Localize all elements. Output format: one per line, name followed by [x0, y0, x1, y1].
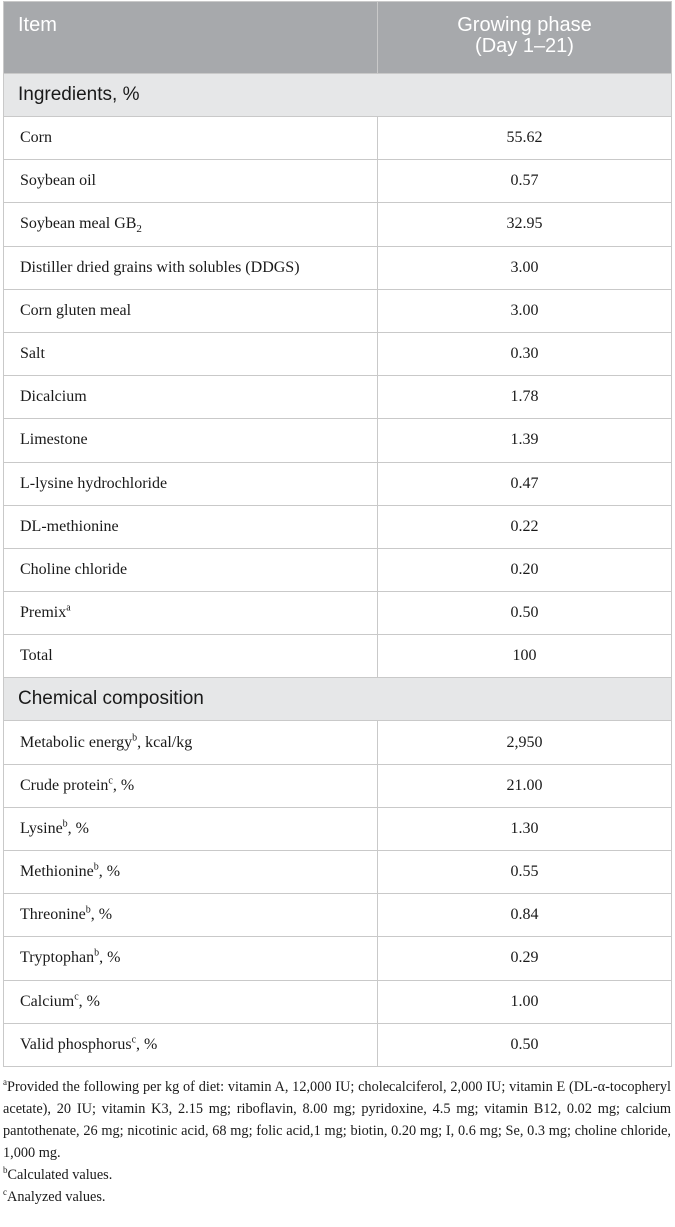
row-value: 0.57 — [378, 160, 672, 203]
label-text: Total — [20, 647, 53, 665]
label-text: L-lysine hydrochloride — [20, 474, 168, 492]
row-label — [4, 376, 378, 419]
footnote-text: Calculated values. — [7, 1167, 113, 1183]
label-text: Dicalcium — [20, 388, 87, 406]
label-unit: , % — [78, 992, 100, 1010]
row-value: 3.00 — [378, 289, 672, 332]
label-footnote-mark: c — [74, 991, 79, 1003]
table-row — [4, 851, 672, 894]
row-value: 0.20 — [378, 548, 672, 591]
label-text: Valid phosphorus — [20, 1035, 132, 1053]
row-label — [4, 160, 378, 203]
footnote-a — [3, 1076, 671, 1164]
row-label — [4, 332, 378, 375]
label-unit: , % — [67, 819, 89, 837]
label-footnote-mark: c — [108, 775, 113, 787]
label-unit: , % — [98, 863, 121, 881]
table-row — [4, 376, 672, 419]
row-value: 55.62 — [378, 117, 672, 160]
table-row — [4, 937, 672, 980]
row-value: 0.29 — [378, 937, 672, 980]
label-text: DL-methionine — [20, 517, 119, 535]
table-row — [4, 592, 672, 635]
table-row — [4, 764, 672, 807]
row-label — [4, 635, 378, 678]
footnote-mark: a — [3, 1077, 7, 1088]
table-row — [4, 419, 672, 462]
row-label — [4, 937, 378, 980]
footnote-mark: c — [3, 1187, 7, 1198]
label-unit: , % — [90, 906, 113, 924]
label-text: Lysine — [20, 819, 63, 837]
table-row — [4, 160, 672, 203]
label-footnote-mark: b — [132, 732, 138, 744]
label-unit: , % — [136, 1035, 158, 1053]
label-text: Soybean meal GB — [20, 215, 137, 233]
label-unit: , kcal/kg — [137, 733, 193, 751]
row-value: 0.22 — [378, 505, 672, 548]
footnote-text: Analyzed values. — [7, 1189, 106, 1205]
row-value: 3.00 — [378, 246, 672, 289]
label-footnote-mark: b — [85, 904, 91, 916]
label-text: Limestone — [20, 431, 88, 449]
label-footnote-mark: c — [131, 1034, 137, 1046]
header-growing-phase — [378, 2, 672, 74]
table-row — [4, 548, 672, 591]
footnote-mark: b — [3, 1165, 8, 1176]
row-value: 1.39 — [378, 419, 672, 462]
label-unit: , % — [112, 776, 135, 794]
footnotes — [3, 1076, 671, 1208]
table-row — [4, 505, 672, 548]
table-row — [4, 894, 672, 937]
label-text: Choline chloride — [20, 560, 128, 578]
table-row — [4, 1023, 672, 1066]
row-value: 0.84 — [378, 894, 672, 937]
section-row — [4, 678, 672, 721]
table-row — [4, 332, 672, 375]
row-label — [4, 1023, 378, 1066]
section-title: Chemical composition — [4, 678, 672, 721]
table-row — [4, 289, 672, 332]
row-label — [4, 203, 378, 246]
row-value: 32.95 — [378, 203, 672, 246]
footnote-c — [3, 1186, 671, 1208]
row-label — [4, 462, 378, 505]
table-row — [4, 721, 672, 764]
row-label — [4, 721, 378, 764]
row-label — [4, 592, 378, 635]
row-label — [4, 246, 378, 289]
row-value: 21.00 — [378, 764, 672, 807]
section-row — [4, 74, 672, 117]
header-row — [4, 2, 672, 74]
row-label — [4, 505, 378, 548]
row-label — [4, 764, 378, 807]
table-row — [4, 462, 672, 505]
label-text: Corn — [20, 129, 52, 147]
diet-composition-table-wrapper — [3, 1, 671, 1067]
footnote-b — [3, 1164, 671, 1186]
table-row — [4, 203, 672, 246]
row-value: 0.50 — [378, 592, 672, 635]
row-label — [4, 851, 378, 894]
row-value: 0.47 — [378, 462, 672, 505]
label-footnote-mark: b — [62, 818, 68, 830]
header-phase-line1: Growing phase — [457, 14, 592, 36]
table-row — [4, 117, 672, 160]
row-value: 1.78 — [378, 376, 672, 419]
header-phase-line2: (Day 1–21) — [475, 35, 574, 57]
row-value: 2,950 — [378, 721, 672, 764]
label-unit: , % — [99, 949, 121, 967]
row-value: 100 — [378, 635, 672, 678]
table-row — [4, 635, 672, 678]
row-value: 0.30 — [378, 332, 672, 375]
label-text: Calcium — [20, 992, 75, 1010]
label-footnote-mark: a — [66, 602, 71, 614]
row-value: 0.55 — [378, 851, 672, 894]
row-value: 1.00 — [378, 980, 672, 1023]
label-text: Crude protein — [20, 776, 109, 794]
label-footnote-mark: b — [94, 948, 100, 960]
table-row — [4, 980, 672, 1023]
section-title: Ingredients, % — [4, 74, 672, 117]
row-value: 0.50 — [378, 1023, 672, 1066]
label-text: Corn gluten meal — [20, 301, 132, 319]
row-label — [4, 807, 378, 850]
label-text: Tryptophan — [20, 949, 95, 967]
label-text: Premix — [20, 604, 67, 622]
table-body — [4, 74, 672, 1067]
table-header — [4, 2, 672, 74]
label-text: Metabolic energy — [20, 733, 133, 751]
label-subscript: 2 — [136, 223, 142, 236]
diet-composition-table — [3, 1, 672, 1067]
row-label — [4, 419, 378, 462]
label-text: Threonine — [20, 906, 86, 924]
label-text: Methionine — [20, 863, 94, 881]
label-text: Distiller dried grains with solubles (DDGS) — [20, 258, 300, 276]
row-label — [4, 548, 378, 591]
label-text: Salt — [20, 345, 45, 363]
row-label — [4, 289, 378, 332]
row-value: 1.30 — [378, 807, 672, 850]
header-item: Item — [4, 2, 378, 74]
row-label — [4, 117, 378, 160]
label-footnote-mark: b — [93, 861, 99, 873]
row-label — [4, 980, 378, 1023]
table-row — [4, 807, 672, 850]
row-label — [4, 894, 378, 937]
footnote-text: Provided the following per kg of diet: vitamin A, 12,000 IU; cholecalciferol, 2,000 IU; vitamin E (DL-α-tocopheryl acetate), 20 IU; vitamin K3, 2.15 mg; riboflavin, 8.00 mg; pyridoxine, 4.5 mg; vitamin B12, 0.02 mg; calcium pantothenate, 26 mg; nicotinic acid, 68 mg; folic acid,1 mg; biotin, 0.20 mg; I, 0.6 mg; Se, 0.3 mg; choline chloride, 1,000 mg. — [3, 1079, 671, 1161]
label-text: Soybean oil — [20, 172, 96, 190]
table-row — [4, 246, 672, 289]
